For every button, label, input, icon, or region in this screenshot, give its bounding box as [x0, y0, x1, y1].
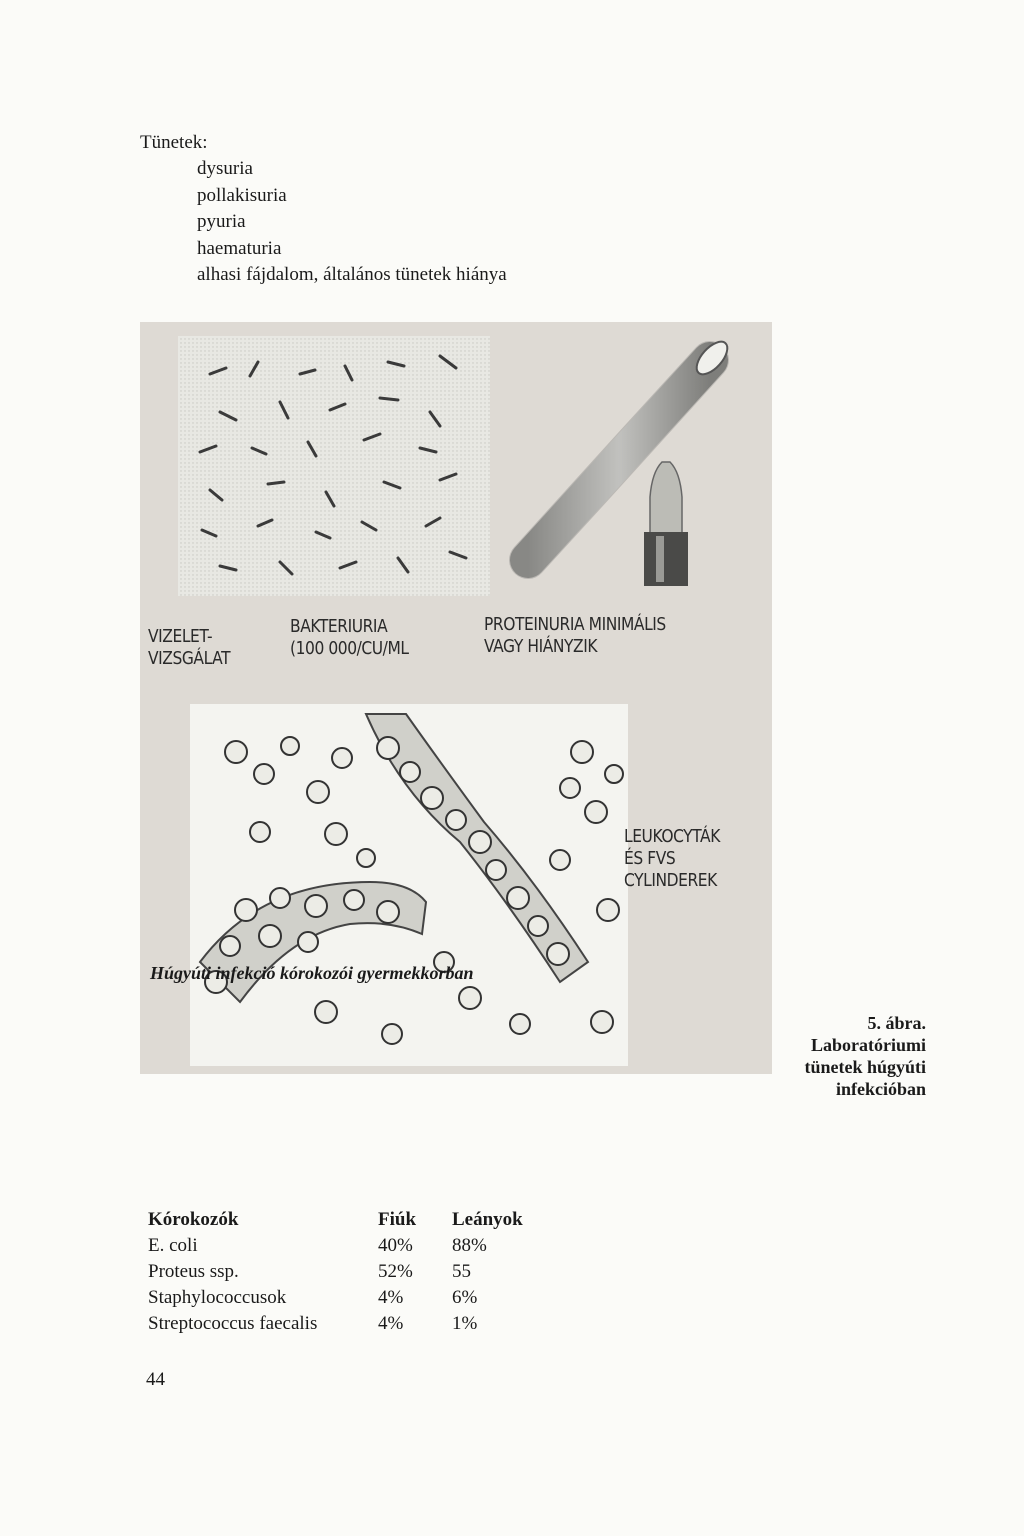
leukocytes-label-line: CYLINDEREK	[624, 870, 717, 891]
leukocytes-label-line: ÉS FVS	[624, 848, 676, 869]
proteinuria-label-line: PROTEINURIA MINIMÁLIS	[484, 614, 666, 635]
symptom-item: pyuria	[197, 211, 246, 232]
caption-line: infekcióban	[835, 1079, 926, 1099]
caption-line: tünetek húgyúti	[804, 1057, 926, 1077]
girls-cell: 55	[452, 1261, 471, 1282]
table-row	[148, 1233, 523, 1259]
girls-cell: 88%	[452, 1235, 487, 1256]
proteinuria-label	[484, 614, 666, 658]
pathogen-cell: Streptococcus faecalis	[148, 1313, 318, 1334]
symptoms-heading: Tünetek:	[140, 132, 208, 153]
table-row	[148, 1311, 523, 1337]
girls-cell: 1%	[452, 1313, 478, 1334]
bacteriuria-label-line: BAKTERIURIA	[290, 616, 388, 637]
symptom-item: haematuria	[197, 237, 282, 259]
figure-caption	[766, 1012, 926, 1100]
symptoms-list	[197, 156, 507, 289]
table-title: Húgyúti infekció kórokozói gyermekkorban	[150, 963, 474, 983]
bacteriuria-label	[290, 616, 409, 660]
figure-illustration	[140, 322, 772, 1074]
urine-test-label	[148, 626, 230, 670]
pathogens-table	[148, 1207, 523, 1337]
column-header: Leányok	[452, 1209, 523, 1230]
boys-cell: 52%	[378, 1261, 413, 1282]
table-row	[148, 1259, 523, 1285]
table-header-row	[148, 1207, 523, 1233]
lab-findings-figure	[140, 322, 772, 1074]
caption-line: Laboratóriumi	[811, 1035, 926, 1055]
leukocytes-label-line: LEUKOCYTÁK	[624, 826, 720, 847]
pathogen-cell: Proteus ssp.	[148, 1261, 239, 1282]
leukocytes-label	[624, 826, 720, 892]
table-row	[148, 1285, 523, 1311]
girls-cell: 6%	[452, 1287, 478, 1308]
urine-test-label-line: VIZSGÁLAT	[148, 648, 231, 669]
urine-test-label-line: VIZELET-	[148, 626, 213, 647]
symptom-item: alhasi fájdalom, általános tünetek hiánya	[197, 264, 507, 285]
caption-line: 5. ábra.	[867, 1013, 926, 1033]
bacteriuria-label-line: (100 000/CU/ML	[290, 638, 409, 659]
proteinuria-label-line: VAGY HIÁNYZIK	[484, 636, 598, 657]
pathogen-cell: E. coli	[148, 1235, 198, 1256]
column-header: Kórokozók	[148, 1209, 239, 1230]
boys-cell: 40%	[378, 1235, 413, 1256]
boys-cell: 4%	[378, 1287, 404, 1308]
bacteria-panel	[178, 336, 490, 596]
boys-cell: 4%	[378, 1313, 404, 1334]
page-number: 44	[146, 1369, 165, 1390]
column-header: Fiúk	[378, 1209, 417, 1230]
symptom-item: pollakisuria	[197, 184, 287, 206]
symptom-item: dysuria	[197, 158, 253, 179]
pathogen-cell: Staphylococcusok	[148, 1287, 287, 1308]
